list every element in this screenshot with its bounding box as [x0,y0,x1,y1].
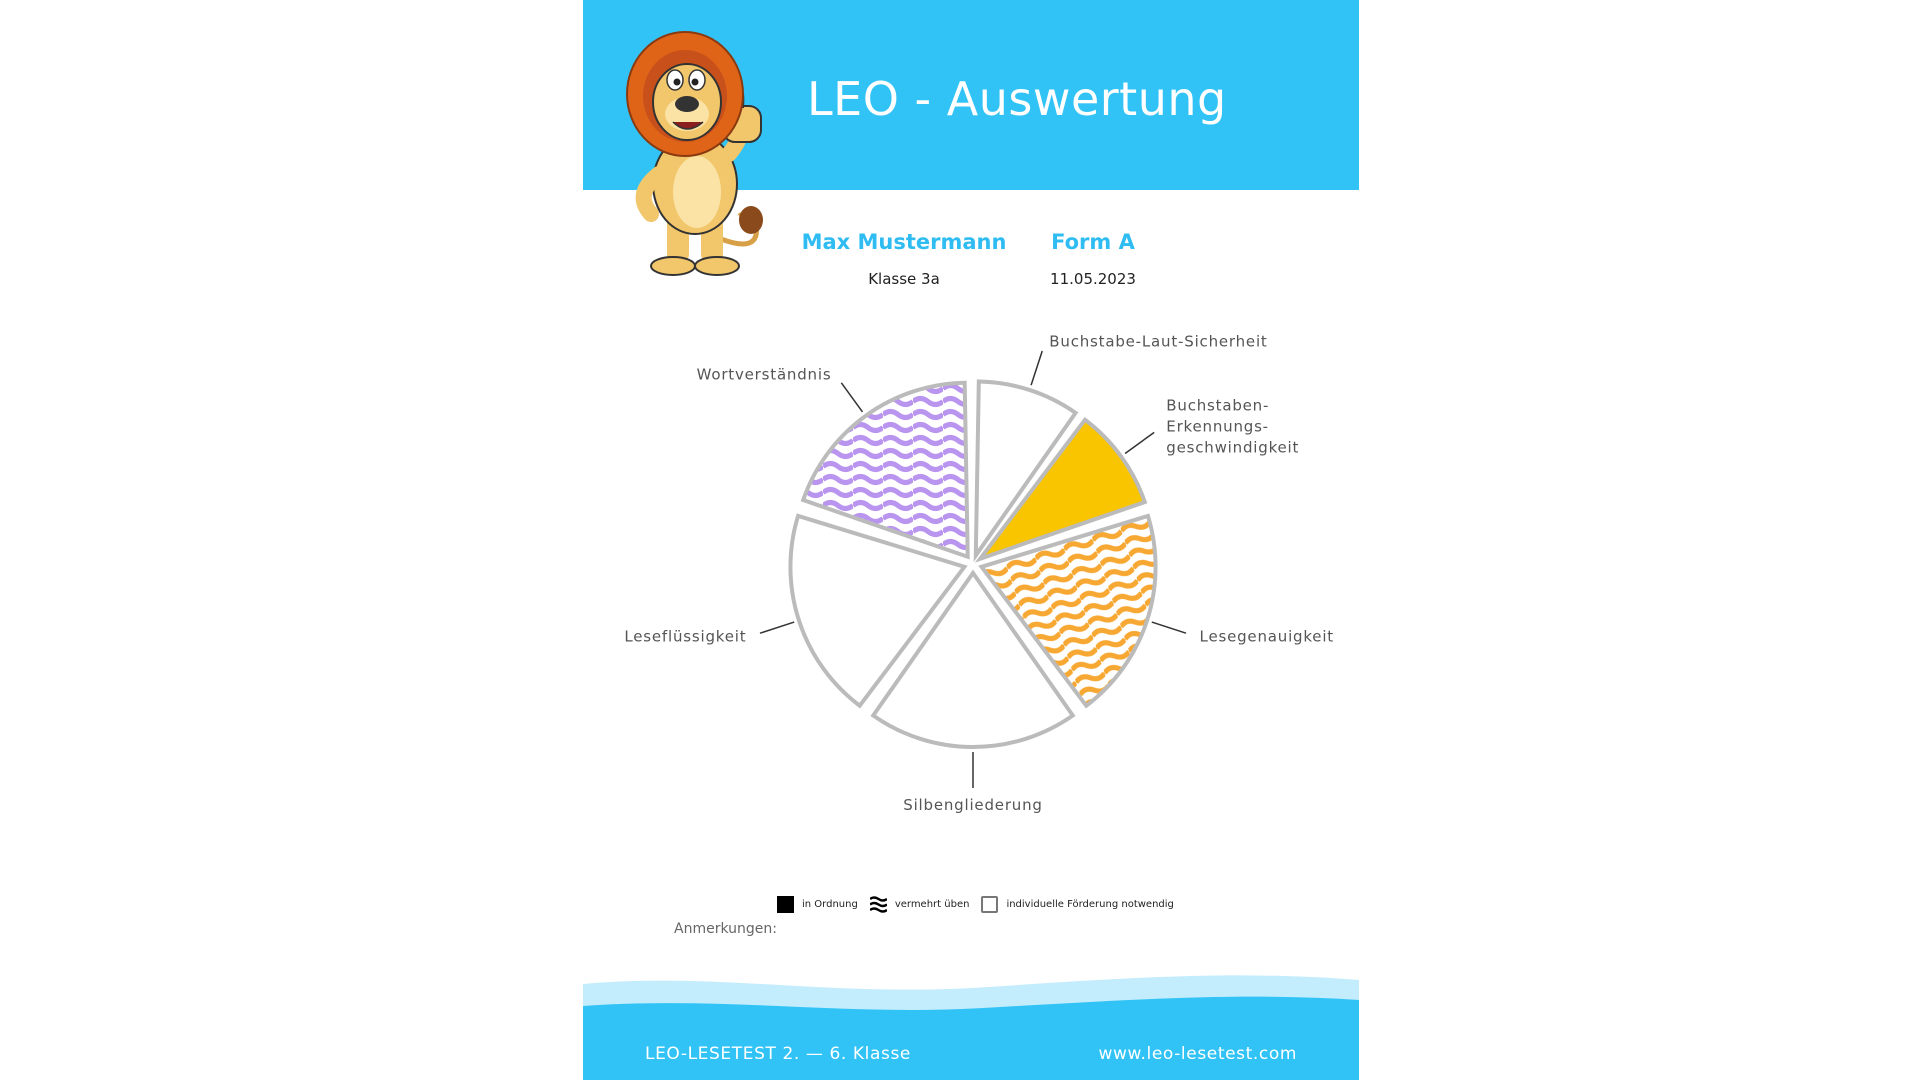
legend-label-ok: in Ordnung [802,898,858,910]
page-title: LEO - Auswertung [807,72,1227,126]
pie-chart [583,330,1359,890]
legend-item-practice [870,896,970,913]
test-form: Form A [1051,230,1135,254]
legend-swatch-solid-icon [777,896,794,913]
student-class: Klasse 3a [868,270,940,288]
chart-legend [777,893,1186,915]
pie-label-lesegenauigkeit: Lesegenauigkeit [1199,627,1335,646]
leader-line-buchstaben-erkennungs-geschwindigkeit [1125,432,1154,453]
footer-website: www.leo-lesetest.com [1098,1044,1297,1064]
leader-line-lesefl-ssigkeit [760,622,794,633]
legend-item-individual [981,896,1173,913]
footer-test-name: LEO-LESETEST 2. — 6. Klasse [645,1044,911,1064]
leader-line-buchstabe-laut-sicherheit [1031,351,1042,385]
pie-label-wortverst-ndnis: Wortverständnis [696,365,832,384]
pie-label-buchstaben-erkennungs-geschwindigkeit: Buchstaben-Erkennungs-geschwindigkeit [1166,396,1300,457]
legend-label-practice: vermehrt üben [894,898,970,910]
legend-swatch-empty-icon [981,896,998,913]
lion-mascot-icon [611,24,791,284]
leader-line-wortverst-ndnis [841,383,862,412]
legend-swatch-wave-icon [870,896,887,913]
report-sheet [583,0,1359,1080]
legend-item-ok [777,896,858,913]
legend-label-individual: individuelle Förderung notwendig [1006,898,1174,910]
pie-label-buchstabe-laut-sicherheit: Buchstabe-Laut-Sicherheit [1049,332,1268,351]
test-date: 11.05.2023 [1050,270,1136,288]
pie-label-silbengliederung: Silbengliederung [903,796,1043,814]
remarks-label: Anmerkungen: [674,921,777,937]
student-name: Max Mustermann [801,230,1007,254]
pie-label-lesefl-ssigkeit: Leseflüssigkeit [624,627,747,646]
pie-slices [790,381,1155,747]
leader-line-lesegenauigkeit [1152,622,1186,633]
